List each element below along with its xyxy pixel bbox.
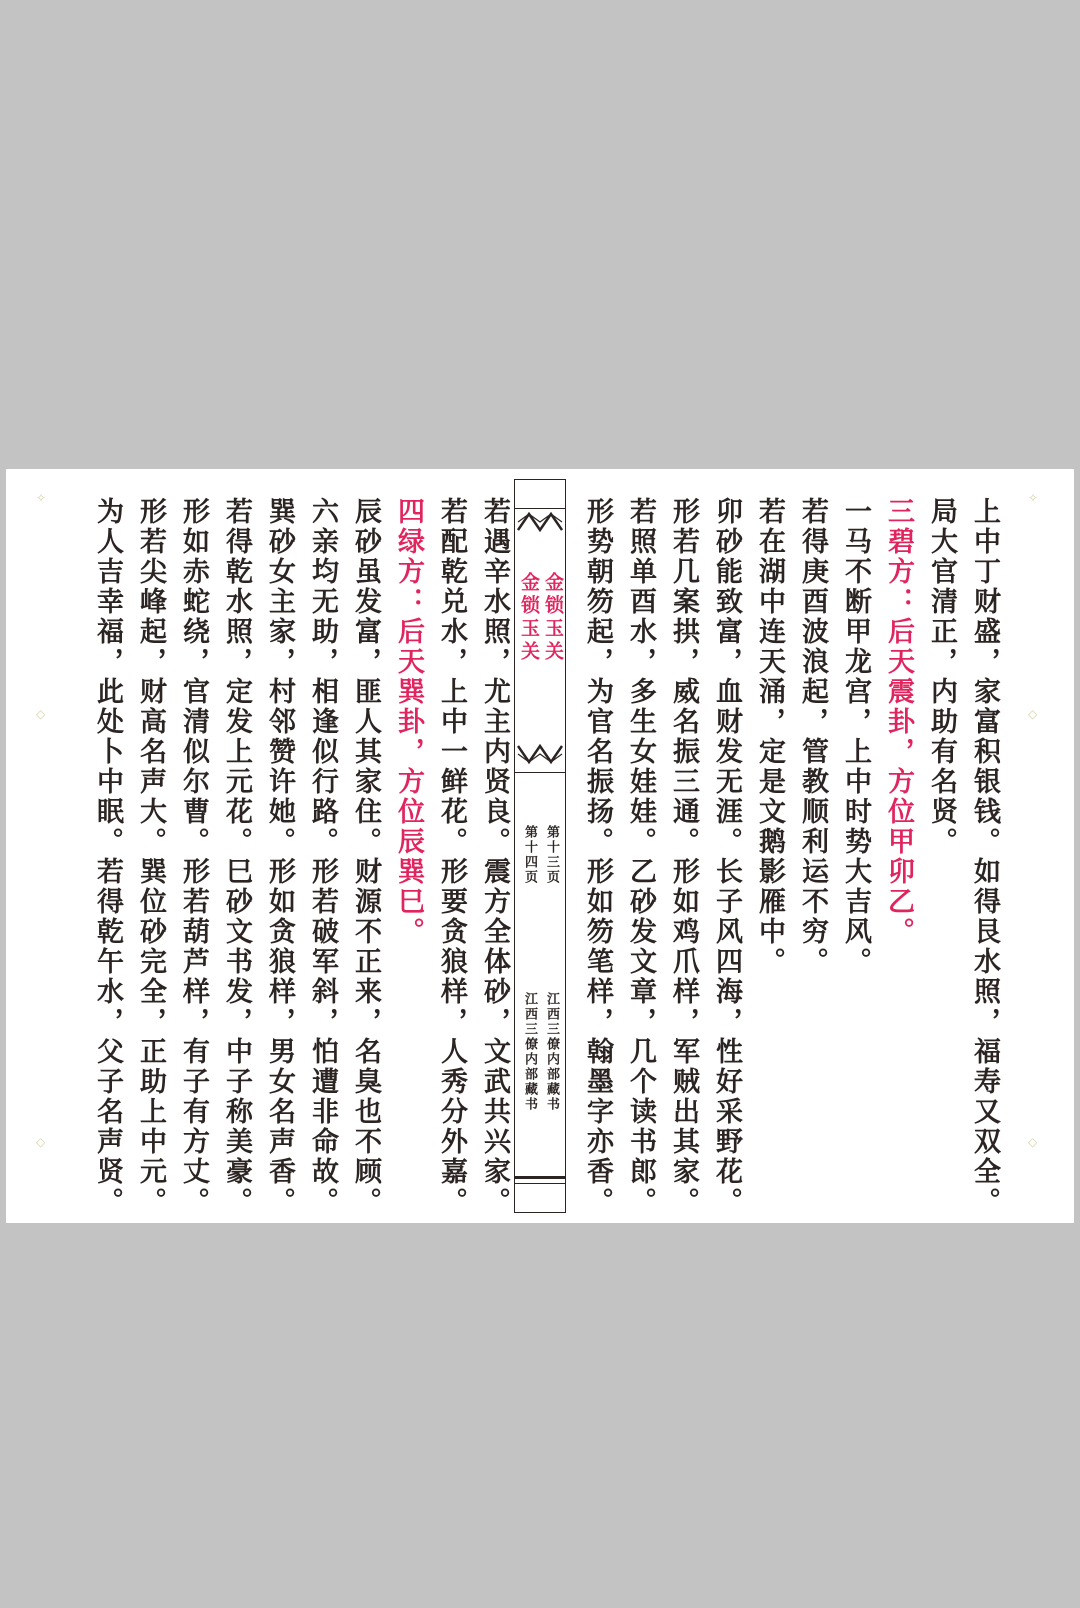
book-spread xyxy=(6,469,1074,1223)
left-page-text-column: 若得乾水照，定发上元花。巳砂文书发，中子称美豪。 xyxy=(221,497,252,1217)
spine-title-right: 金锁玉关 xyxy=(542,572,564,664)
left-page-text-column: 若配乾兑水，上中一鲜花。形要贪狼样，人秀分外嘉。 xyxy=(436,497,467,1217)
left-page-text-column: 为人吉幸福，此处卜中眠。若得乾午水，父子名声贤。 xyxy=(92,497,123,1217)
right-page-text-column: 形若几案拱，威名振三通。形如鸡爪样，军贼出其家。 xyxy=(668,497,699,1217)
right-page-text-column: 卯砂能致富，血财发无涯。长子风四海，性好采野花。 xyxy=(711,497,742,1217)
corner-mark: ✧ xyxy=(36,491,47,505)
spine-publisher-left: 江西三僚内部藏书 xyxy=(522,992,537,1112)
spine-page-number-left: 第十四页 xyxy=(522,825,537,885)
corner-mark: ◇ xyxy=(36,707,46,721)
spine-rule-bottom-thin xyxy=(515,1183,565,1184)
spine-title-left: 金锁玉关 xyxy=(518,572,540,664)
spine-publisher-right: 江西三僚内部藏书 xyxy=(544,992,559,1112)
left-page-section-heading: 四绿方：后天巽卦，方位辰巽巳。 xyxy=(393,497,424,947)
right-page-text xyxy=(566,497,1006,1217)
right-page-section-heading: 三碧方：后天震卦，方位甲卯乙。 xyxy=(883,497,914,947)
spine-rule-bottom xyxy=(515,1176,565,1179)
right-page-text-column: 一马不断甲龙宫，上中时势大吉风。 xyxy=(840,497,871,977)
spine-page-number-right: 第十三页 xyxy=(544,825,559,885)
spine-ornament-middle xyxy=(517,744,563,766)
left-page-text-column: 辰砂虽发富，匪人其家住。财源不正来，名臭也不顾。 xyxy=(350,497,381,1217)
corner-mark: ✧ xyxy=(1028,491,1039,505)
left-page-text-column: 形如赤蛇绕，官清似尔曹。形若葫芦样，有子有方丈。 xyxy=(178,497,209,1217)
left-page-text xyxy=(86,497,516,1217)
right-page-text-column: 上中丁财盛，家富积银钱。如得艮水照，福寿又双全。 xyxy=(969,497,1000,1217)
corner-mark: ◇ xyxy=(36,1135,46,1149)
spine-ornament-top xyxy=(517,510,563,532)
left-page-text-column: 形若尖峰起，财高名声大。巽位砂完全，正助上中元。 xyxy=(135,497,166,1217)
spine-rule-top xyxy=(515,508,565,509)
spine-rule-middle xyxy=(515,772,565,773)
left-page-text-column: 巽砂女主家，村邻赞许她。形如贪狼样，男女名声香。 xyxy=(264,497,295,1217)
corner-mark: ◇ xyxy=(1028,1135,1038,1149)
right-page-text-column: 若在湖中连天涌，定是文鹅影雁中。 xyxy=(754,497,785,977)
right-page-text-column: 若照单酉水，多生女娃娃。乙砂发文章，几个读书郎。 xyxy=(625,497,656,1217)
right-page-text-column: 局大官清正，内助有名贤。 xyxy=(926,497,957,857)
left-page-text-column: 若遇辛水照，尤主内贤良。震方全体砂，文武共兴家。 xyxy=(479,497,510,1217)
left-page-text-column: 六亲均无助，相逢似行路。形若破军斜，怕遭非命故。 xyxy=(307,497,338,1217)
right-page-text-column: 若得庚酉波浪起，管教顺利运不穷。 xyxy=(797,497,828,977)
book-spine xyxy=(514,479,566,1213)
right-page-text-column: 形势朝笏起，为官名振扬。形如笏笔样，翰墨字亦香。 xyxy=(582,497,613,1217)
corner-mark: ◇ xyxy=(1028,707,1038,721)
